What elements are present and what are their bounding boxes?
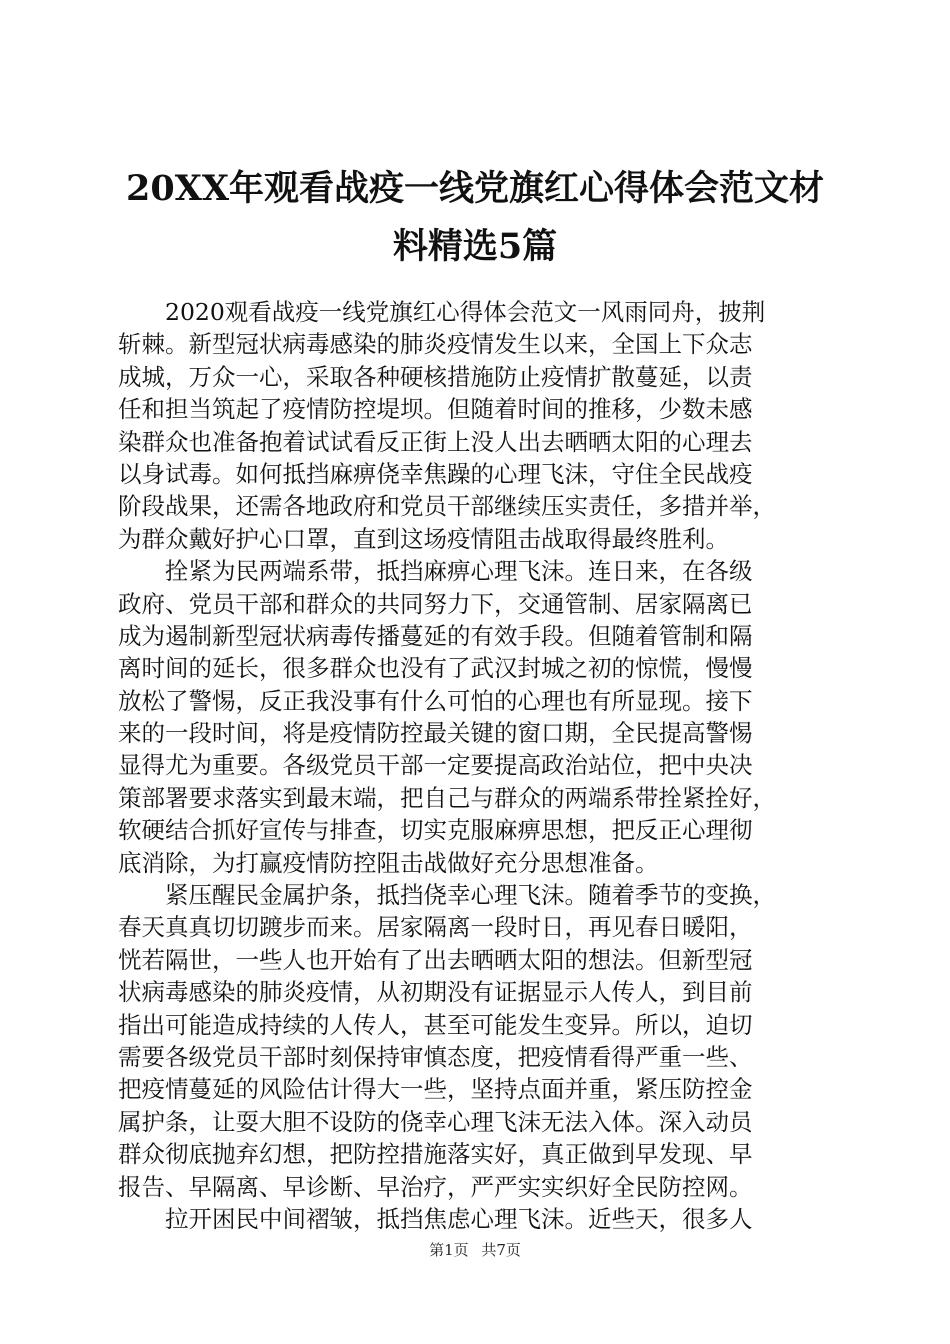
paragraph bbox=[118, 555, 838, 879]
text-line: 以身试毒。如何抵挡麻痹侥幸焦躁的心理飞沫，守住全民战疫 bbox=[118, 459, 753, 488]
document-body bbox=[118, 296, 838, 1235]
text-line: 群众彻底抛弃幻想，把防控措施落实好，真正做到早发现、早 bbox=[118, 1140, 753, 1169]
text-line: 报告、早隔离、早诊断、早治疗，严严实实织好全民防控网。 bbox=[118, 1172, 753, 1201]
text-line: 属护条，让耍大胆不设防的侥幸心理飞沫无法入体。深入动员 bbox=[118, 1107, 753, 1136]
text-line: 紧压醒民金属护条，抵挡侥幸心理飞沫。随着季节的变换， bbox=[165, 881, 776, 910]
text-line: 为群众戴好护心口罩，直到这场疫情阻击战取得最终胜利。 bbox=[118, 524, 729, 553]
text-line: 软硬结合抓好宣传与排查，切实克服麻痹思想，把反正心理彻 bbox=[118, 816, 753, 845]
text-line: 拴紧为民两端系带，抵挡麻痹心理飞沫。连日来，在各级 bbox=[165, 557, 753, 586]
page-footer bbox=[0, 1240, 950, 1260]
document-title bbox=[110, 160, 840, 276]
text-line: 需要各级党员干部时刻保持审慎态度，把疫情看得严重一些、 bbox=[118, 1042, 753, 1071]
text-line: 斩棘。新型冠状病毒感染的肺炎疫情发生以来，全国上下众志 bbox=[118, 330, 753, 359]
text-line: 成城，万众一心，采取各种硬核措施防止疫情扩散蔓延，以责 bbox=[118, 362, 753, 391]
text-line: 春天真真切切踱步而来。居家隔离一段时日，再见春日暖阳， bbox=[118, 913, 753, 942]
text-line: 拉开困民中间褶皱，抵挡焦虑心理飞沫。近些天，很多人 bbox=[165, 1204, 753, 1233]
paragraph bbox=[118, 1203, 838, 1235]
text-line: 把疫情蔓延的风险估计得大一些，坚持点面并重，紧压防控金 bbox=[118, 1075, 753, 1104]
paragraph bbox=[118, 296, 838, 555]
page-total: 共7页 bbox=[481, 1241, 521, 1259]
text-line: 指出可能造成持续的人传人，甚至可能发生变异。所以，迫切 bbox=[118, 1010, 753, 1039]
title-line: 20XX年观看战疫一线党旗红心得体会范文材 bbox=[125, 168, 825, 209]
text-line: 成为遏制新型冠状病毒传播蔓延的有效手段。但随着管制和隔 bbox=[118, 621, 753, 650]
paragraph bbox=[118, 879, 838, 1203]
text-line: 2020观看战疫一线党旗红心得体会范文一风雨同舟，披荆 bbox=[165, 298, 766, 326]
page-number: 第1页 bbox=[429, 1241, 469, 1259]
text-line: 离时间的延长，很多群众也没有了武汉封城之初的惊慌，慢慢 bbox=[118, 654, 753, 683]
text-line: 策部署要求落实到最末端，把自己与群众的两端系带拴紧拴好， bbox=[118, 783, 776, 812]
text-line: 恍若隔世，一些人也开始有了出去晒晒太阳的想法。但新型冠 bbox=[118, 945, 753, 974]
text-line: 放松了警惕，反正我没事有什么可怕的心理也有所显现。接下 bbox=[118, 686, 753, 715]
text-line: 状病毒感染的肺炎疫情，从初期没有证据显示人传人，到目前 bbox=[118, 978, 753, 1007]
text-line: 染群众也准备抱着试试看反正街上没人出去晒晒太阳的心理去 bbox=[118, 427, 753, 456]
text-line: 任和担当筑起了疫情防控堤坝。但随着时间的推移，少数未感 bbox=[118, 395, 753, 424]
text-line: 底消除，为打赢疫情防控阻击战做好充分思想准备。 bbox=[118, 848, 659, 877]
text-line: 阶段战果，还需各地政府和党员干部继续压实责任，多措并举， bbox=[118, 492, 776, 521]
text-line: 来的一段时间，将是疫情防控最关键的窗口期，全民提高警惕 bbox=[118, 719, 753, 748]
text-line: 政府、党员干部和群众的共同努力下，交通管制、居家隔离已 bbox=[118, 589, 753, 618]
title-line: 料精选5篇 bbox=[392, 226, 558, 267]
text-line: 显得尤为重要。各级党员干部一定要提高政治站位，把中央决 bbox=[118, 751, 753, 780]
